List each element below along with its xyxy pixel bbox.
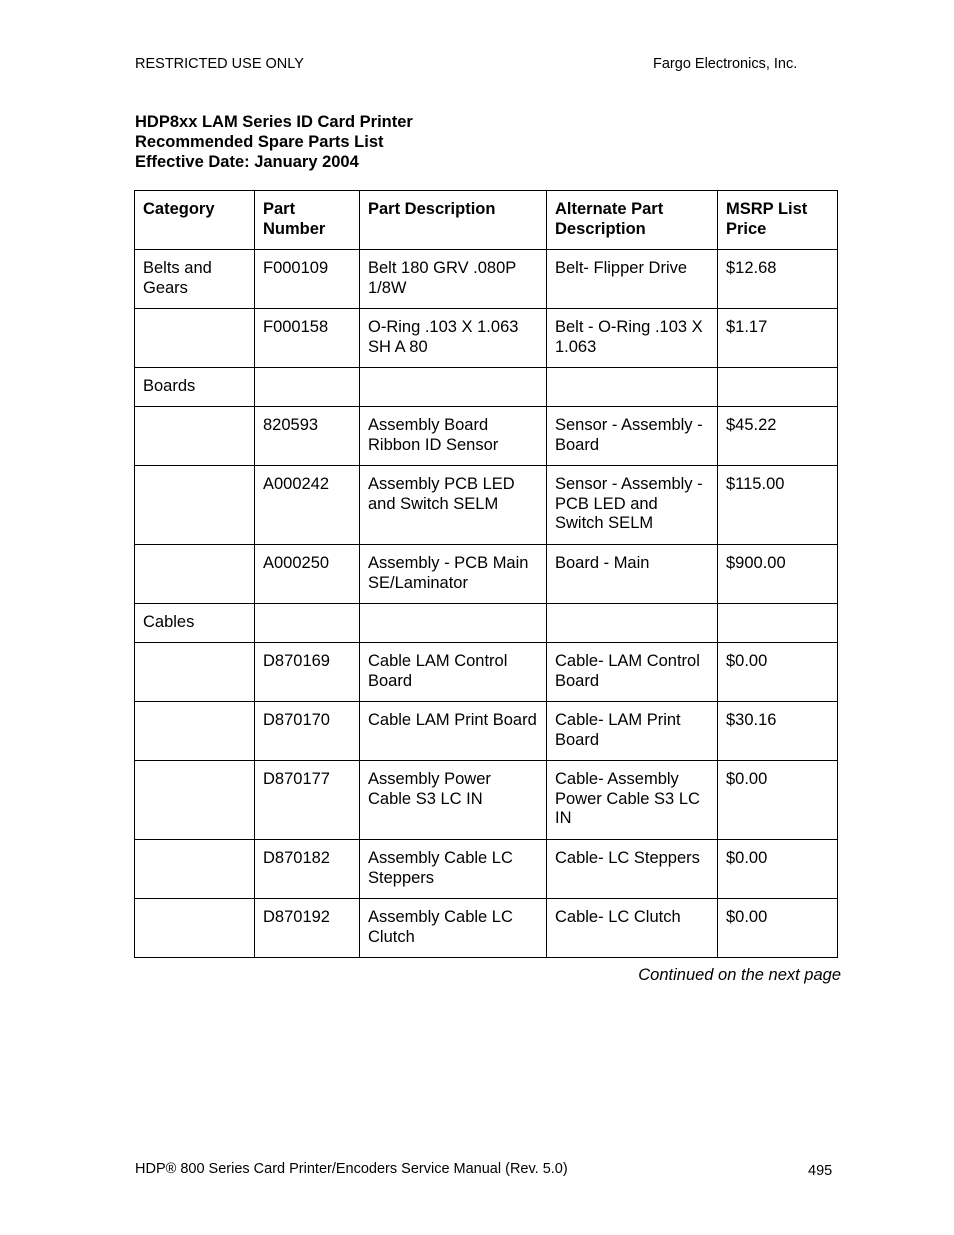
title-effective-date: Effective Date: January 2004	[135, 153, 359, 171]
cell-category: Boards	[135, 368, 255, 407]
cell-part-description	[360, 368, 547, 407]
column-header-alternate-description: Alternate Part Description	[547, 191, 718, 250]
cell-msrp-price: $12.68	[718, 250, 838, 309]
cell-alternate-description: Sensor - Assembly - Board	[547, 407, 718, 466]
cell-category	[135, 545, 255, 604]
column-header-msrp-price: MSRP List Price	[718, 191, 838, 250]
cell-alternate-description: Board - Main	[547, 545, 718, 604]
title-product: HDP8xx LAM Series ID Card Printer	[135, 113, 413, 131]
cell-part-description	[360, 604, 547, 643]
cell-part-description: Assembly PCB LED and Switch SELM	[360, 466, 547, 545]
cell-category	[135, 702, 255, 761]
continued-note: Continued on the next page	[638, 966, 841, 984]
table-row	[135, 407, 838, 466]
column-header-part-number: Part Number	[255, 191, 360, 250]
cell-part-description: Assembly Board Ribbon ID Sensor	[360, 407, 547, 466]
cell-alternate-description: Cable- LC Clutch	[547, 899, 718, 958]
footer-manual-title: HDP® 800 Series Card Printer/Encoders Service Manual (Rev. 5.0)	[135, 1161, 568, 1177]
table-row	[135, 840, 838, 899]
table-header-row	[135, 191, 838, 250]
cell-msrp-price: $1.17	[718, 309, 838, 368]
cell-category: Belts and Gears	[135, 250, 255, 309]
table-row	[135, 899, 838, 958]
cell-part-description: Cable LAM Control Board	[360, 643, 547, 702]
cell-part-number: A000242	[255, 466, 360, 545]
table-row	[135, 368, 838, 407]
cell-part-description: O-Ring .103 X 1.063 SH A 80	[360, 309, 547, 368]
cell-part-description: Belt 180 GRV .080P 1/8W	[360, 250, 547, 309]
cell-category	[135, 761, 255, 840]
table-row	[135, 604, 838, 643]
cell-msrp-price: $45.22	[718, 407, 838, 466]
cell-part-number: D870170	[255, 702, 360, 761]
cell-msrp-price	[718, 368, 838, 407]
cell-part-description: Assembly Power Cable S3 LC IN	[360, 761, 547, 840]
cell-alternate-description: Belt- Flipper Drive	[547, 250, 718, 309]
cell-part-description: Assembly - PCB Main SE/Laminator	[360, 545, 547, 604]
cell-category	[135, 407, 255, 466]
cell-category	[135, 309, 255, 368]
cell-part-number: D870169	[255, 643, 360, 702]
cell-category	[135, 899, 255, 958]
cell-category	[135, 643, 255, 702]
cell-msrp-price: $115.00	[718, 466, 838, 545]
document-title	[135, 112, 413, 172]
cell-category	[135, 466, 255, 545]
cell-alternate-description: Cable- LC Steppers	[547, 840, 718, 899]
header-company-name: Fargo Electronics, Inc.	[653, 56, 798, 72]
cell-part-description: Cable LAM Print Board	[360, 702, 547, 761]
table-row	[135, 309, 838, 368]
title-list-name: Recommended Spare Parts List	[135, 133, 384, 151]
cell-msrp-price: $0.00	[718, 899, 838, 958]
cell-part-number: 820593	[255, 407, 360, 466]
cell-msrp-price: $900.00	[718, 545, 838, 604]
cell-msrp-price	[718, 604, 838, 643]
cell-alternate-description: Sensor - Assembly - PCB LED and Switch SELM	[547, 466, 718, 545]
cell-alternate-description: Cable- LAM Control Board	[547, 643, 718, 702]
cell-alternate-description: Cable- LAM Print Board	[547, 702, 718, 761]
cell-part-number	[255, 604, 360, 643]
cell-part-number: F000109	[255, 250, 360, 309]
cell-alternate-description: Belt - O-Ring .103 X 1.063	[547, 309, 718, 368]
cell-category: Cables	[135, 604, 255, 643]
cell-msrp-price: $30.16	[718, 702, 838, 761]
cell-part-number: D870182	[255, 840, 360, 899]
cell-alternate-description	[547, 604, 718, 643]
table-row	[135, 702, 838, 761]
cell-alternate-description: Cable- Assembly Power Cable S3 LC IN	[547, 761, 718, 840]
table-row	[135, 250, 838, 309]
cell-part-description: Assembly Cable LC Steppers	[360, 840, 547, 899]
cell-alternate-description	[547, 368, 718, 407]
spare-parts-table	[134, 190, 838, 958]
cell-part-number: D870192	[255, 899, 360, 958]
column-header-part-description: Part Description	[360, 191, 547, 250]
cell-part-description: Assembly Cable LC Clutch	[360, 899, 547, 958]
table-row	[135, 643, 838, 702]
table-row	[135, 761, 838, 840]
table-row	[135, 545, 838, 604]
page-number: 495	[808, 1163, 833, 1179]
cell-category	[135, 840, 255, 899]
table-row	[135, 466, 838, 545]
header-restricted-label: RESTRICTED USE ONLY	[135, 56, 304, 72]
column-header-category: Category	[135, 191, 255, 250]
cell-part-number: D870177	[255, 761, 360, 840]
cell-part-number: A000250	[255, 545, 360, 604]
cell-msrp-price: $0.00	[718, 840, 838, 899]
cell-part-number	[255, 368, 360, 407]
cell-msrp-price: $0.00	[718, 761, 838, 840]
cell-part-number: F000158	[255, 309, 360, 368]
cell-msrp-price: $0.00	[718, 643, 838, 702]
